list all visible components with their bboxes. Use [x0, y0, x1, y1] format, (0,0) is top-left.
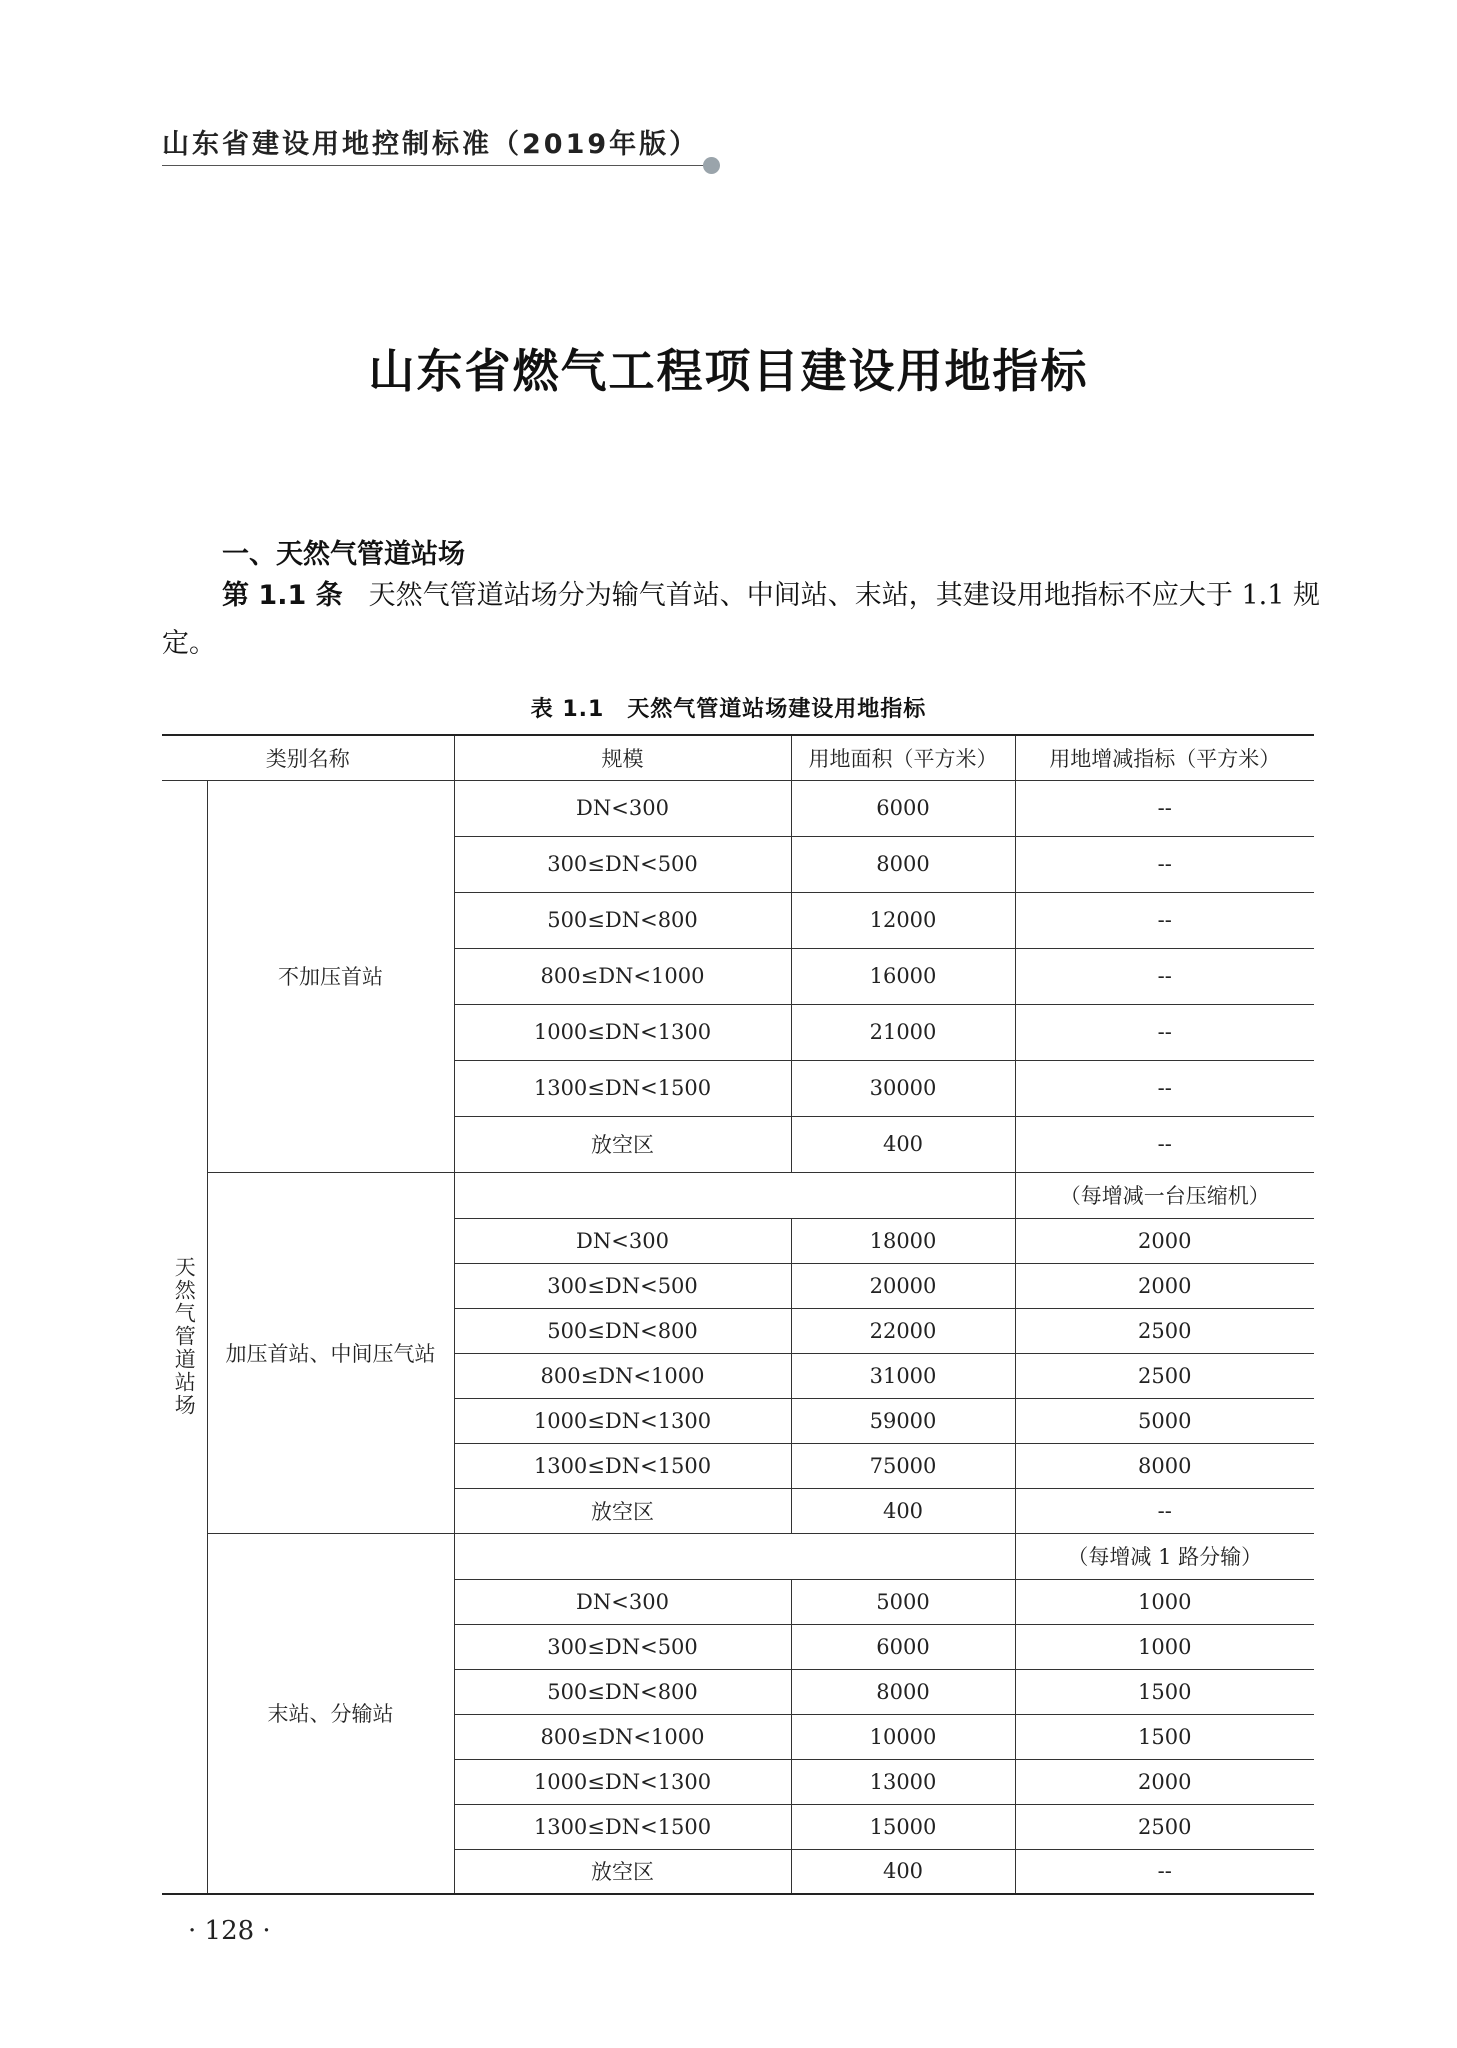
- scale-cell: 1300≤DN<1500: [454, 1443, 791, 1488]
- group-name: 不加压首站: [207, 780, 454, 1172]
- area-cell: 400: [791, 1849, 1015, 1894]
- page-number: · 128 ·: [188, 1916, 271, 1946]
- increment-cell: 2000: [1015, 1263, 1314, 1308]
- scale-cell: 300≤DN<500: [454, 1263, 791, 1308]
- scale-cell: 300≤DN<500: [454, 836, 791, 892]
- area-cell: 8000: [791, 1669, 1015, 1714]
- table-caption: 表 1.1 天然气管道站场建设用地指标: [530, 697, 927, 722]
- increment-cell: --: [1015, 1004, 1314, 1060]
- scale-cell: DN<300: [454, 1579, 791, 1624]
- blank-cell: [454, 1172, 1015, 1218]
- header-increment: 用地增减指标（平方米）: [1015, 735, 1314, 780]
- scale-cell: 800≤DN<1000: [454, 1714, 791, 1759]
- area-cell: 13000: [791, 1759, 1015, 1804]
- page-title: 山东省燃气工程项目建设用地指标: [368, 344, 1089, 398]
- header-area: 用地面积（平方米）: [791, 735, 1015, 780]
- increment-cell: 8000: [1015, 1443, 1314, 1488]
- area-cell: 21000: [791, 1004, 1015, 1060]
- increment-cell: 2500: [1015, 1353, 1314, 1398]
- header-scale: 规模: [454, 735, 791, 780]
- area-cell: 22000: [791, 1308, 1015, 1353]
- area-cell: 75000: [791, 1443, 1015, 1488]
- area-cell: 20000: [791, 1263, 1015, 1308]
- area-cell: 12000: [791, 892, 1015, 948]
- scale-cell: 300≤DN<500: [454, 1624, 791, 1669]
- article-number: 第 1.1 条: [222, 580, 343, 611]
- header-rule: [162, 165, 708, 166]
- article-text: 天然气管道站场分为输气首站、中间站、末站，其建设用地指标不应大于 1.1 规定。: [162, 580, 1320, 659]
- group-note: （每增减一台压缩机）: [1015, 1172, 1314, 1218]
- scale-cell: 1300≤DN<1500: [454, 1804, 791, 1849]
- scale-cell: DN<300: [454, 780, 791, 836]
- group-note: （每增减 1 路分输）: [1015, 1533, 1314, 1579]
- area-cell: 18000: [791, 1218, 1015, 1263]
- increment-cell: --: [1015, 1488, 1314, 1533]
- area-cell: 30000: [791, 1060, 1015, 1116]
- scale-cell: 500≤DN<800: [454, 1308, 791, 1353]
- area-cell: 15000: [791, 1804, 1015, 1849]
- area-cell: 16000: [791, 948, 1015, 1004]
- scale-cell: 800≤DN<1000: [454, 948, 791, 1004]
- header-category: 类别名称: [162, 735, 454, 780]
- increment-cell: 1500: [1015, 1669, 1314, 1714]
- scale-cell: 放空区: [454, 1849, 791, 1894]
- scale-cell: 1300≤DN<1500: [454, 1060, 791, 1116]
- increment-cell: 2500: [1015, 1804, 1314, 1849]
- scale-cell: 放空区: [454, 1488, 791, 1533]
- article-paragraph: [162, 572, 1320, 668]
- scale-cell: 500≤DN<800: [454, 892, 791, 948]
- category-label: 天然气管道站场: [172, 1256, 197, 1418]
- increment-cell: --: [1015, 892, 1314, 948]
- increment-cell: --: [1015, 1060, 1314, 1116]
- area-cell: 6000: [791, 780, 1015, 836]
- table-row: [162, 780, 1314, 836]
- area-cell: 400: [791, 1116, 1015, 1172]
- increment-cell: --: [1015, 1849, 1314, 1894]
- scale-cell: 1000≤DN<1300: [454, 1004, 791, 1060]
- area-cell: 10000: [791, 1714, 1015, 1759]
- group-name: 加压首站、中间压气站: [207, 1172, 454, 1533]
- scale-cell: 1000≤DN<1300: [454, 1398, 791, 1443]
- section-heading: 一、天然气管道站场: [222, 539, 465, 570]
- blank-cell: [454, 1533, 1015, 1579]
- land-use-table: [162, 734, 1314, 1895]
- increment-cell: 1000: [1015, 1579, 1314, 1624]
- increment-cell: 2000: [1015, 1218, 1314, 1263]
- scale-cell: 800≤DN<1000: [454, 1353, 791, 1398]
- group-name: 末站、分输站: [207, 1533, 454, 1894]
- increment-cell: 2000: [1015, 1759, 1314, 1804]
- increment-cell: 1000: [1015, 1624, 1314, 1669]
- area-cell: 5000: [791, 1579, 1015, 1624]
- increment-cell: 5000: [1015, 1398, 1314, 1443]
- running-head: 山东省建设用地控制标准（2019年版）: [162, 129, 700, 160]
- scale-cell: 500≤DN<800: [454, 1669, 791, 1714]
- area-cell: 400: [791, 1488, 1015, 1533]
- group-note-row: [162, 1533, 1314, 1579]
- scale-cell: DN<300: [454, 1218, 791, 1263]
- group-note-row: [162, 1172, 1314, 1218]
- header-dot-ornament: [703, 157, 720, 174]
- increment-cell: --: [1015, 948, 1314, 1004]
- area-cell: 8000: [791, 836, 1015, 892]
- category-cell: [162, 780, 207, 1894]
- increment-cell: 1500: [1015, 1714, 1314, 1759]
- area-cell: 6000: [791, 1624, 1015, 1669]
- increment-cell: 2500: [1015, 1308, 1314, 1353]
- area-cell: 59000: [791, 1398, 1015, 1443]
- table-header-row: [162, 735, 1314, 780]
- scale-cell: 1000≤DN<1300: [454, 1759, 791, 1804]
- increment-cell: --: [1015, 836, 1314, 892]
- area-cell: 31000: [791, 1353, 1015, 1398]
- scale-cell: 放空区: [454, 1116, 791, 1172]
- increment-cell: --: [1015, 1116, 1314, 1172]
- increment-cell: --: [1015, 780, 1314, 836]
